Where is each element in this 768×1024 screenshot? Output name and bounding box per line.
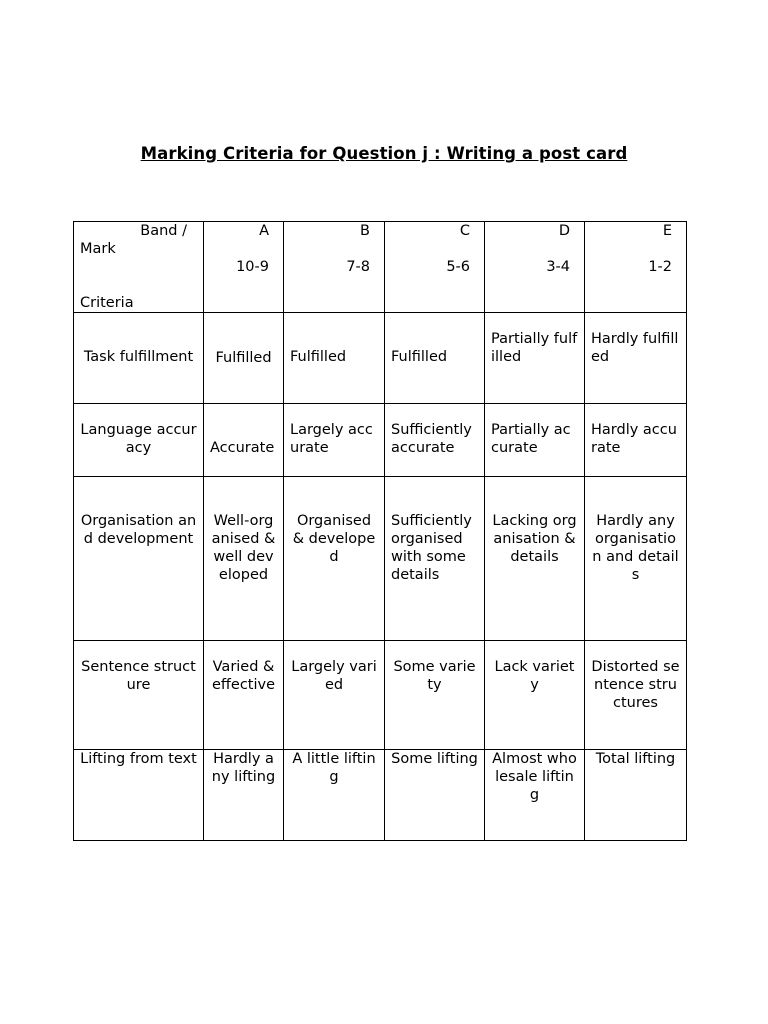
corner-band-label: Band / (140, 223, 187, 239)
table-cell: Hardly any lifting (204, 750, 284, 841)
table-cell: Hardly any organisation and details (585, 477, 687, 641)
band-range: 1-2 (648, 259, 672, 275)
table-cell: Distorted sentence structures (585, 641, 687, 750)
criterion-cell: Language accuracy (74, 404, 204, 477)
band-range: 3-4 (546, 259, 570, 275)
band-header-d (485, 222, 585, 313)
table-cell: Lacking organisation & details (485, 477, 585, 641)
table-row-task-fulfillment (74, 313, 687, 404)
table-cell: Lack variety (485, 641, 585, 750)
band-header-c (385, 222, 485, 313)
table-cell: A little lifting (284, 750, 385, 841)
table-cell: Hardly fulfilled (585, 313, 687, 404)
band-header-a (204, 222, 284, 313)
table-cell: Fulfilled (204, 313, 284, 404)
table-cell: Fulfilled (385, 313, 485, 404)
table-cell: Largely accurate (284, 404, 385, 477)
criterion-cell: Task fulfillment (74, 313, 204, 404)
header-corner-cell (74, 222, 204, 313)
table-cell: Some variety (385, 641, 485, 750)
marking-criteria-table (73, 221, 687, 841)
table-cell: Varied & effective (204, 641, 284, 750)
table-cell: Total lifting (585, 750, 687, 841)
table-cell: Some lifting (385, 750, 485, 841)
table-cell: Accurate (204, 404, 284, 477)
table-row-sentence-structure (74, 641, 687, 750)
page-title: Marking Criteria for Question j : Writing a post card (140, 144, 628, 163)
band-range: 7-8 (346, 259, 370, 275)
table-cell: Hardly accurate (585, 404, 687, 477)
band-header-e (585, 222, 687, 313)
band-letter: C (459, 223, 470, 239)
band-letter: E (662, 223, 672, 239)
table-cell: Sufficiently organised with some details (385, 477, 485, 641)
criterion-cell: Lifting from text (74, 750, 204, 841)
table-cell: Well-organised &well developed (204, 477, 284, 641)
band-range: 5-6 (446, 259, 470, 275)
criterion-cell: Organisation and development (74, 477, 204, 641)
table-row-organisation (74, 477, 687, 641)
table-cell: Largely varied (284, 641, 385, 750)
corner-criteria-label: Criteria (80, 295, 134, 311)
table-cell: Partially accurate (485, 404, 585, 477)
table-row-language-accuracy (74, 404, 687, 477)
criterion-cell: Sentence structure (74, 641, 204, 750)
table-header-row (74, 222, 687, 313)
band-range: 10-9 (236, 259, 269, 275)
corner-mark-label: Mark (80, 241, 116, 257)
band-letter: B (360, 223, 370, 239)
table-cell: Partially fulfilled (485, 313, 585, 404)
table-cell: Sufficiently accurate (385, 404, 485, 477)
band-letter: D (558, 223, 570, 239)
table-cell: Almost wholesale lifting (485, 750, 585, 841)
table-cell: Organised & developed (284, 477, 385, 641)
table-cell: Fulfilled (284, 313, 385, 404)
band-header-b (284, 222, 385, 313)
band-letter: A (259, 223, 269, 239)
table-row-lifting (74, 750, 687, 841)
